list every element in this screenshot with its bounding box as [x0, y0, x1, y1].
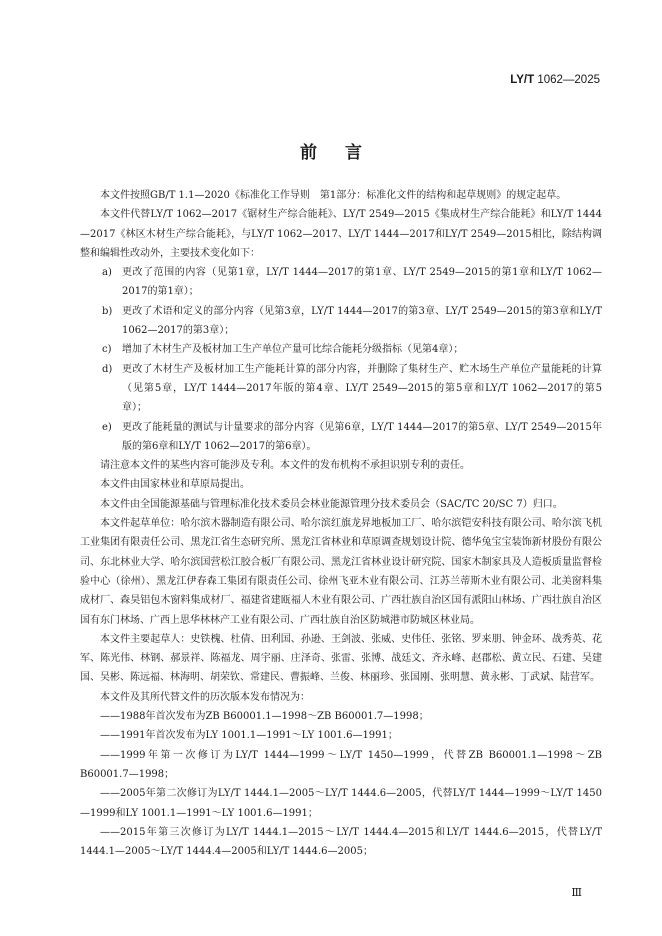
list-item: c) 增加了木材生产及板材加工生产单位产量可比综合能耗分级指标（见第4章）；: [102, 344, 464, 356]
list-item: b) 更改了术语和定义的部分内容（见第3章，LY/T 1444—2017的第3章、LY/T 2549—2015的第3章和LY/T 1062—2017的第3章）；: [102, 305, 602, 337]
standard-code-header: LY/T 1062—2025: [510, 74, 600, 86]
list-item: d) 更改了木材生产及板材加工生产能耗计算的部分内容，并删除了集材生产、贮木场生产单位产量能耗的计算（见第5章，LY/T 1444—2017年版的第4章、LY/T 2549—2015的第5章和LY/T 1062—2017的第5章）；: [102, 363, 602, 414]
paragraph: 本文件代替LY/T 1062—2017《锯材生产综合能耗》、LY/T 2549—2015《集成材生产综合能耗》和LY/T 1444—2017《林区木材生产综合能耗》，与LY/T 1062—2017、LY/T 1444—2017和LY/T 2549—2015相比，除结构调整和编辑性改动外，主要技术变化如下：: [80, 209, 602, 259]
paragraph: 本文件主要起草人：史铁槐、杜倩、田利国、孙逊、王剑波、张威、史伟任、张铭、罗来朋、钟金环、战秀英、花军、陈光伟、林钢、郝景祥、陈福龙、周宇丽、庄泽奇、张雷、张博、战廷文、齐永峰、赵郡松、黄立民、石建、吴建国、吴彬、陈远福、林海明、胡荣钦、常建民、曹振峰、兰俊、林丽珍、张国刚、张明慧、黄永彬、丁武斌、陆营军。: [80, 633, 602, 684]
page-title: 前言: [300, 143, 390, 163]
paragraph: 本文件按照GB/T 1.1—2020《标准化工作导则 第1部分：标准化文件的结构和起草规则》的规定起草。: [100, 190, 567, 201]
history-item: ——1991年首次发布为LY 1001.1—1991～LY 1001.6—1991；: [100, 730, 398, 742]
paragraph: 本文件起草单位：哈尔滨木器制造有限公司、哈尔滨红旗龙昇地板加工厂、哈尔滨铠安科技有限公司、哈尔滨飞机工业集团有限责任公司、黑龙江省生态研究所、黑龙江省林业和草原调查规划设计院、德华兔宝宝装饰新材股份有限公司、东北林业大学、哈尔滨国营松江胶合板厂有限公司、黑龙江省林业设计研究院、国家木制家具及人造板质量监督检验中心（徐州）、黑龙江伊春森工集团有限责任公司、徐州飞亚木业有限公司、江苏兰蒂斯木业有限公司、北美窗料集成材厂、森昊铝包木窗料集成材厂、福建省建瓯福人木业有限公司、广西壮族自治区国有派阳山林场、广西壮族自治区国有东门林场、广西上思华林林产工业有限公司、广西壮族自治区防城港市防城区林业局。: [80, 518, 602, 626]
page-number: Ⅲ: [571, 886, 582, 899]
paragraph: 请注意本文件的某些内容可能涉及专利。本文件的发布机构不承担识别专利的责任。: [100, 460, 470, 472]
document-body: [80, 186, 602, 861]
paragraph: 本文件由国家林业和草原局提出。: [100, 479, 250, 491]
paragraph: 本文件及其所代替文件的历次版本发布情况为：: [100, 691, 310, 703]
list-item: a) 更改了范围的内容（见第1章，LY/T 1444—2017的第1章、LY/T 2549—2015的第1章和LY/T 1062—2017的第1章）；: [102, 267, 602, 298]
history-item: ——2015年第三次修订为LY/T 1444.1—2015～LY/T 1444.4—2015和LY/T 1444.6—2015，代替LY/T 1444.1—2005～LY/T 1444.4—2005和LY/T 1444.6—2005；: [80, 826, 602, 858]
history-item: ——1988年首次发布为ZB B60001.1—1998～ZB B60001.7—1998；: [100, 711, 429, 723]
paragraph: 本文件由全国能源基础与管理标准化技术委员会林业能源管理分技术委员会（SAC/TC 20/SC 7）归口。: [100, 498, 563, 510]
list-item: e) 更改了能耗量的测试与计量要求的部分内容（见第6章，LY/T 1444—2017的第5章、LY/T 2549—2015年版的第6章和LY/T 1062—2017的第6章）。: [102, 421, 602, 452]
history-item: ——2005年第二次修订为LY/T 1444.1—2005～LY/T 1444.6—2005，代替LY/T 1444—1999～LY/T 1450—1999和LY 1001.1—1991～LY 1001.6—1991；: [80, 788, 602, 819]
history-item: ——1999年第一次修订为LY/T 1444—1999～LY/T 1450—1999，代替ZB B60001.1—1998～ZB B60001.7—1998；: [80, 749, 602, 780]
